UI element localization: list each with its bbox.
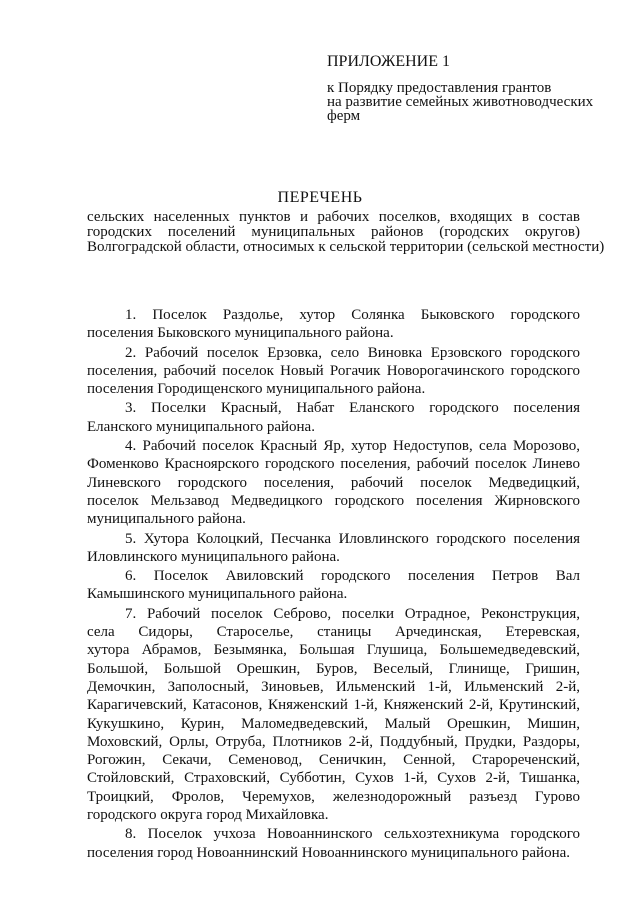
document-heading: ПЕРЕЧЕНЬ	[277, 189, 363, 206]
list-item-line: поселения, рабочий поселок Новый Рогачик Новорогачинского городского	[87, 362, 580, 379]
list-item-line: Троицкий, Фролов, Черемухов, железнодорожный разъезд Гурово	[87, 788, 580, 805]
list-item-line: хутора Абрамов, Безымянка, Большая Глушица, Большемедведевский,	[87, 642, 580, 659]
list-item-line: Линевского городского поселения, рабочий поселок Медведицкий,	[87, 474, 580, 491]
appendix-subtitle-line: ферм	[327, 108, 361, 124]
list-item-line: Карагичевский, Катасонов, Княженский 1-й, Княженский 2-й, Крутинский,	[87, 697, 580, 714]
list-item-line: поселения Быковского муниципального района.	[87, 325, 394, 342]
subheading-line: Волгоградской области, относимых к сельской территории (сельской местности)	[87, 239, 605, 255]
list-item	[87, 437, 580, 528]
list-item-line: 6. Поселок Авиловский городского поселения Петров Вал	[125, 568, 580, 585]
list-item	[87, 306, 580, 343]
list-item-line: 8. Поселок учхоза Новоаннинского сельхозтехникума городского	[125, 826, 580, 843]
list-item-line: 3. Поселки Красный, Набат Еланского городского поселения	[125, 400, 580, 417]
list-item-line: поселения Городищенского муниципального района.	[87, 381, 426, 398]
list-item-line: 2. Рабочий поселок Ерзовка, село Виновка Ерзовского городского	[125, 344, 580, 361]
list-item-line: 1. Поселок Раздолье, хутор Солянка Быковского городского	[125, 307, 580, 323]
list-item-line: Камышинского муниципального района.	[87, 586, 348, 603]
subheading-line: сельских населенных пунктов и рабочих поселков, входящих в состав	[87, 209, 580, 225]
list-item-line: Рогожин, Секачи, Семеновод, Сеничкин, Сенной, Старореченский,	[87, 752, 580, 769]
list-item	[87, 605, 580, 825]
appendix-subtitle	[327, 80, 594, 124]
appendix-subtitle-line: к Порядку предоставления грантов	[327, 80, 552, 96]
appendix-subtitle-line: на развитие семейных животноводческих	[327, 94, 594, 110]
appendix-title: ПРИЛОЖЕНИЕ 1	[327, 53, 451, 70]
list-item-line: поселения город Новоаннинский Новоаннинского муниципального района.	[87, 844, 571, 861]
list-item-line: муниципального района.	[87, 511, 246, 528]
list-item-line: 7. Рабочий поселок Себрово, поселки Отрадное, Реконструкция,	[125, 605, 580, 622]
list-item	[87, 530, 580, 567]
list-item-line: 5. Хутора Колоцкий, Песчанка Иловлинского городского поселения	[125, 530, 580, 547]
list-item-line: села Сидоры, Староселье, станицы Арчединская, Етеревская,	[87, 624, 580, 641]
list-item-line: Иловлинского муниципального района.	[87, 548, 340, 565]
list-item	[87, 825, 580, 862]
list-item-line: Моховский, Орлы, Отруба, Плотников 2-й, Поддубный, Прудки, Раздоры,	[87, 733, 580, 750]
settlement-list	[87, 306, 580, 863]
list-item	[87, 399, 580, 436]
list-item-line: Кукушкино, Курин, Маломедведевский, Малый Орешкин, Мишин,	[87, 715, 580, 732]
list-item	[87, 567, 580, 604]
list-item-line: поселок Мельзавод Медведицкого городского поселения Жирновского	[87, 492, 580, 509]
list-item	[87, 344, 580, 399]
list-item-line: Демочкин, Заполосный, Зиновьев, Ильменский 1-й, Ильменский 2-й,	[87, 678, 580, 695]
document-subheading	[87, 209, 605, 255]
list-item-line: Большой, Большой Орешкин, Буров, Веселый, Глинище, Гришин,	[87, 660, 580, 677]
subheading-line: городских поселений муниципальных районов (городских округов)	[87, 224, 580, 240]
list-item-line: 4. Рабочий поселок Красный Яр, хутор Недоступов, села Морозово,	[125, 438, 580, 455]
list-item-line: Фоменково Красноярского городского поселения, рабочий поселок Линево	[87, 456, 580, 473]
list-item-line: Еланского муниципального района.	[87, 418, 315, 435]
list-item-line: Стойловский, Страховский, Субботин, Сухов 1-й, Сухов 2-й, Тишанка,	[87, 770, 580, 787]
list-item-line: городского округа город Михайловка.	[87, 807, 329, 824]
appendix-block	[327, 52, 594, 124]
